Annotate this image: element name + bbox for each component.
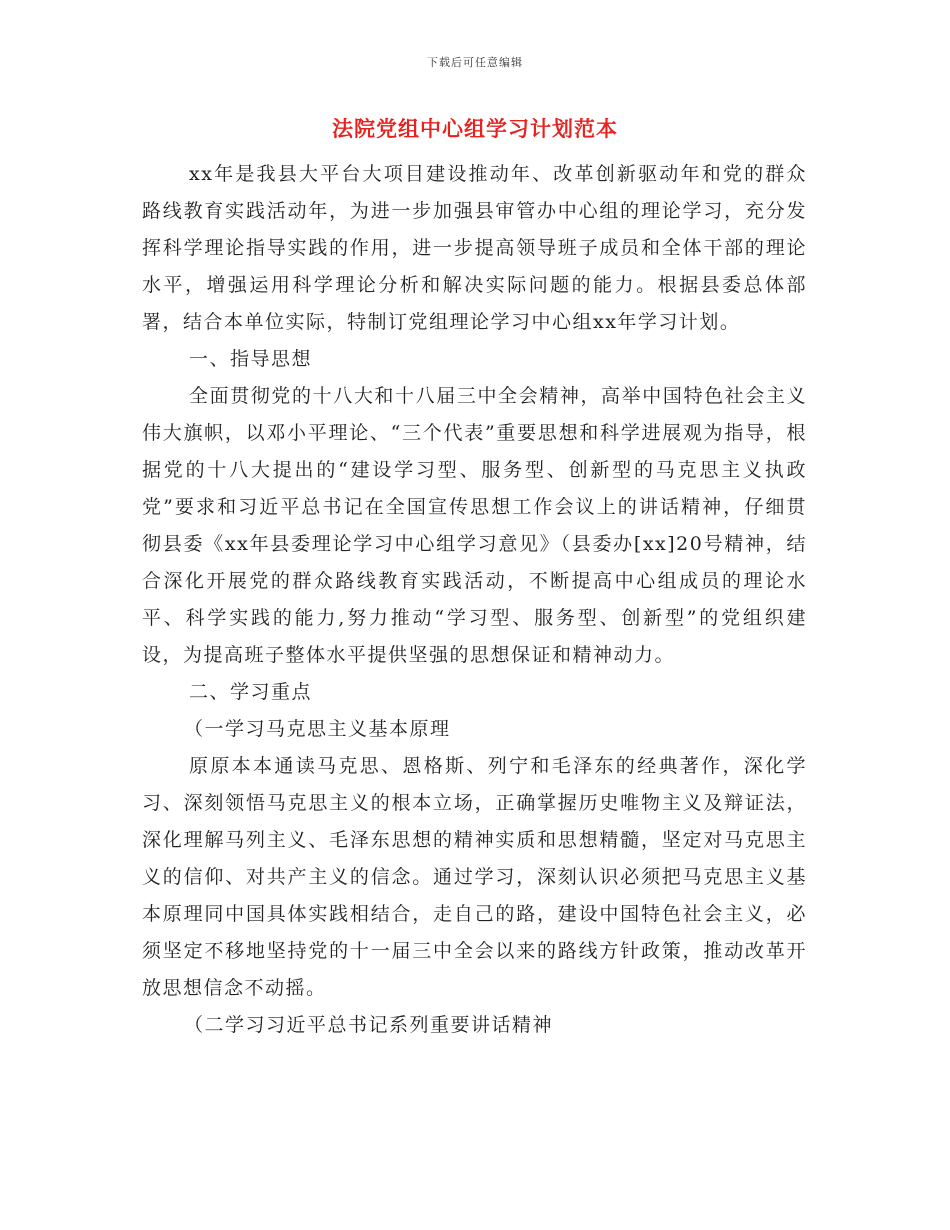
guiding-thought-paragraph: 全面贯彻党的十八大和十八届三中全会精神，高举中国特色社会主义伟大旗帜，以邓小平理论、“三个代表”重要思想和科学进展观为指导，根据党的十八大提出的“建设学习型、服务型、创新型的马克思主义执政党”要求和习近平总书记在全国宣传思想工作会议上的讲话精神，仔细贯彻县委《xx年县委理论学习中心组学习意见》（县委办[xx]20号精神，结合深化开展党的群众路线教育实践活动，不断提高中心组成员的理论水平、科学实践的能力,努力推动“学习型、服务型、创新型”的党组织建设，为提高班子整体水平提供坚强的思想保证和精神动力。: [142, 385, 807, 666]
marxism-principles-paragraph: 原原本本通读马克思、恩格斯、列宁和毛泽东的经典著作，深化学习、深刻领悟马克思主义的根本立场，正确掌握历史唯物主义及辩证法，深化理解马列主义、毛泽东思想的精神实质和思想精髓，坚定对马克思主义的信仰、对共产主义的信念。通过学习，深刻认识必须把马克思主义基本原理同中国具体实践相结合，走自己的路，建设中国特色社会主义，必须坚定不移地坚持党的十一届三中全会以来的路线方针政策，推动改革开放思想信念不动摇。: [142, 755, 807, 999]
document-body: [142, 156, 807, 1044]
subheading-speech-spirit: （二学习习近平总书记系列重要讲话精神: [184, 1014, 554, 1036]
intro-paragraph: xx年是我县大平台大项目建设推动年、改革创新驱动年和党的群众路线教育实践活动年，为进一步加强县审管办中心组的理论学习，充分发挥科学理论指导实践的作用，进一步提高领导班子成员和全体干部的理论水平，增强运用科学理论分析和解决实际问题的能力。根据县委总体部署，结合本单位实际，特制订党组理论学习中心组xx年学习计划。: [142, 163, 807, 333]
section-heading-guiding-thought: 一、指导思想: [189, 348, 313, 370]
header-note: 下载后可任意编辑: [427, 56, 523, 69]
subheading-marxism-principles: （一学习马克思主义基本原理: [184, 718, 451, 740]
section-heading-study-focus: 二、学习重点: [189, 681, 313, 703]
document-title: 法院党组中心组学习计划范本: [332, 116, 618, 141]
